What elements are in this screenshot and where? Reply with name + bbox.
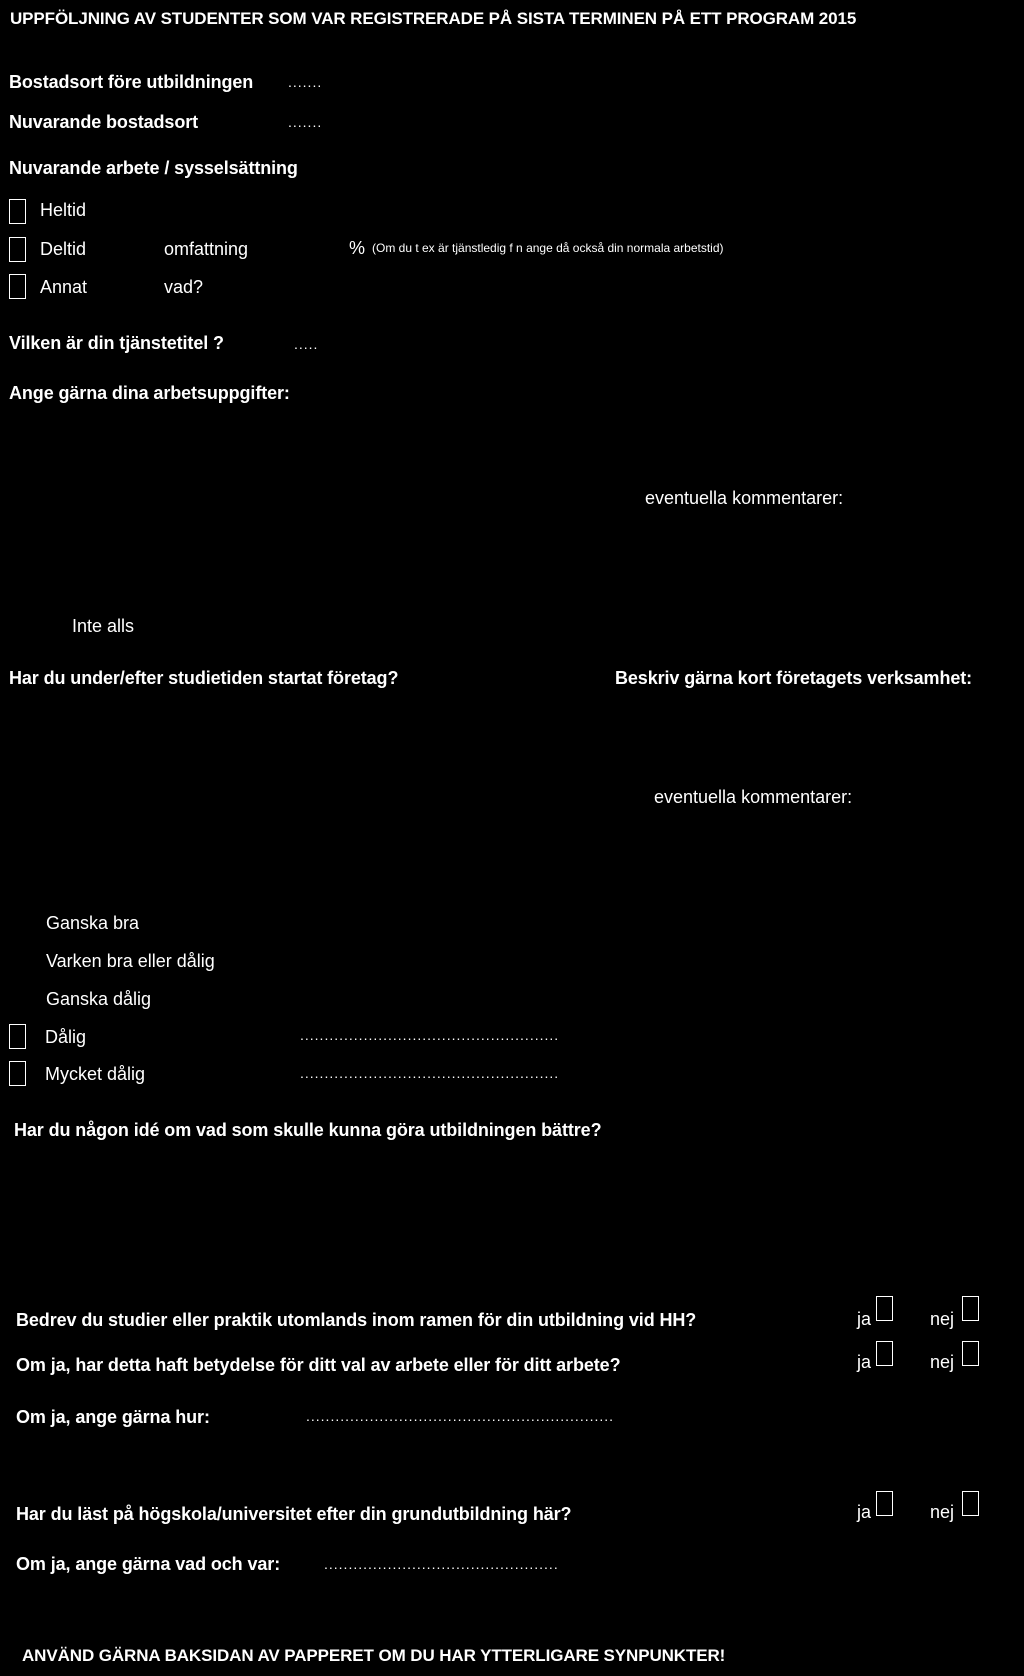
not-at-all-label: Inte alls bbox=[72, 616, 135, 636]
no-label: nej bbox=[930, 1309, 955, 1329]
rating-option: Mycket dålig bbox=[45, 1064, 146, 1084]
other-label: vad? bbox=[164, 277, 204, 297]
yes-label: ja bbox=[857, 1502, 872, 1522]
comments-label-2: eventuella kommentarer: bbox=[654, 787, 853, 807]
yes-label: ja bbox=[857, 1309, 872, 1329]
further-studies-question-2: Om ja, ange gärna vad och var: bbox=[16, 1554, 281, 1574]
no-label: nej bbox=[930, 1352, 955, 1372]
rating-dalig-checkbox[interactable] bbox=[9, 1024, 26, 1049]
rating-dots: ..................................................... bbox=[300, 1065, 560, 1081]
improvement-question: Har du någon idé om vad som skulle kunna göra utbildningen bättre? bbox=[14, 1120, 602, 1140]
rating-dots: ..................................................... bbox=[300, 1027, 560, 1043]
abroad-q1-no-checkbox[interactable] bbox=[962, 1296, 979, 1321]
abroad-question-2: Om ja, har detta haft betydelse för ditt val av arbete eller för ditt arbete? bbox=[16, 1355, 621, 1375]
heltid-checkbox[interactable] bbox=[9, 199, 26, 224]
annat-checkbox[interactable] bbox=[9, 274, 26, 299]
abroad-dots: ............................................................... bbox=[306, 1408, 615, 1424]
deltid-checkbox[interactable] bbox=[9, 237, 26, 262]
yes-label: ja bbox=[857, 1352, 872, 1372]
rating-option: Ganska bra bbox=[46, 913, 140, 933]
rating-mycket-dalig-checkbox[interactable] bbox=[9, 1061, 26, 1086]
job-title-question: Vilken är din tjänstetitel ? bbox=[9, 333, 224, 353]
no-label: nej bbox=[930, 1502, 955, 1522]
further-studies-dots: ................................................ bbox=[324, 1556, 559, 1572]
annat-label: Annat bbox=[40, 277, 88, 297]
rating-option: Dålig bbox=[45, 1027, 87, 1047]
abroad-q1-yes-checkbox[interactable] bbox=[876, 1296, 893, 1321]
deltid-label: Deltid bbox=[40, 239, 87, 259]
percent-note: (Om du t ex är tjänstledig f n ange då också din normala arbetstid) bbox=[372, 241, 724, 255]
residence-current-label: Nuvarande bostadsort bbox=[9, 112, 199, 132]
percent-sign: % bbox=[349, 238, 366, 258]
further-studies-no-checkbox[interactable] bbox=[962, 1491, 979, 1516]
page-title: UPPFÖLJNING AV STUDENTER SOM VAR REGISTRERADE PÅ SISTA TERMINEN PÅ ETT PROGRAM 2015 bbox=[10, 9, 857, 28]
rating-option: Varken bra eller dålig bbox=[46, 951, 215, 971]
further-studies-question-1: Har du läst på högskola/universitet efter din grundutbildning här? bbox=[16, 1504, 572, 1524]
abroad-question-3: Om ja, ange gärna hur: bbox=[16, 1407, 210, 1427]
rating-option: Ganska dålig bbox=[46, 989, 152, 1009]
residence-before-dots: ....... bbox=[288, 74, 323, 90]
residence-current-dots: ....... bbox=[288, 114, 323, 130]
employment-heading: Nuvarande arbete / sysselsättning bbox=[9, 158, 298, 178]
residence-before-label: Bostadsort före utbildningen bbox=[9, 72, 254, 92]
further-studies-yes-checkbox[interactable] bbox=[876, 1491, 893, 1516]
abroad-q2-yes-checkbox[interactable] bbox=[876, 1341, 893, 1366]
footer-note: ANVÄND GÄRNA BAKSIDAN AV PAPPERET OM DU HAR YTTERLIGARE SYNPUNKTER! bbox=[22, 1646, 726, 1665]
extent-label: omfattning bbox=[164, 239, 249, 259]
job-title-dots: ..... bbox=[294, 336, 319, 352]
comments-label-1: eventuella kommentarer: bbox=[645, 488, 844, 508]
company-question: Har du under/efter studietiden startat företag? bbox=[9, 668, 399, 688]
heltid-label: Heltid bbox=[40, 200, 87, 220]
abroad-q2-no-checkbox[interactable] bbox=[962, 1341, 979, 1366]
abroad-question-1: Bedrev du studier eller praktik utomlands inom ramen för din utbildning vid HH? bbox=[16, 1310, 697, 1330]
company-describe: Beskriv gärna kort företagets verksamhet: bbox=[615, 668, 973, 688]
tasks-question: Ange gärna dina arbetsuppgifter: bbox=[9, 383, 290, 403]
